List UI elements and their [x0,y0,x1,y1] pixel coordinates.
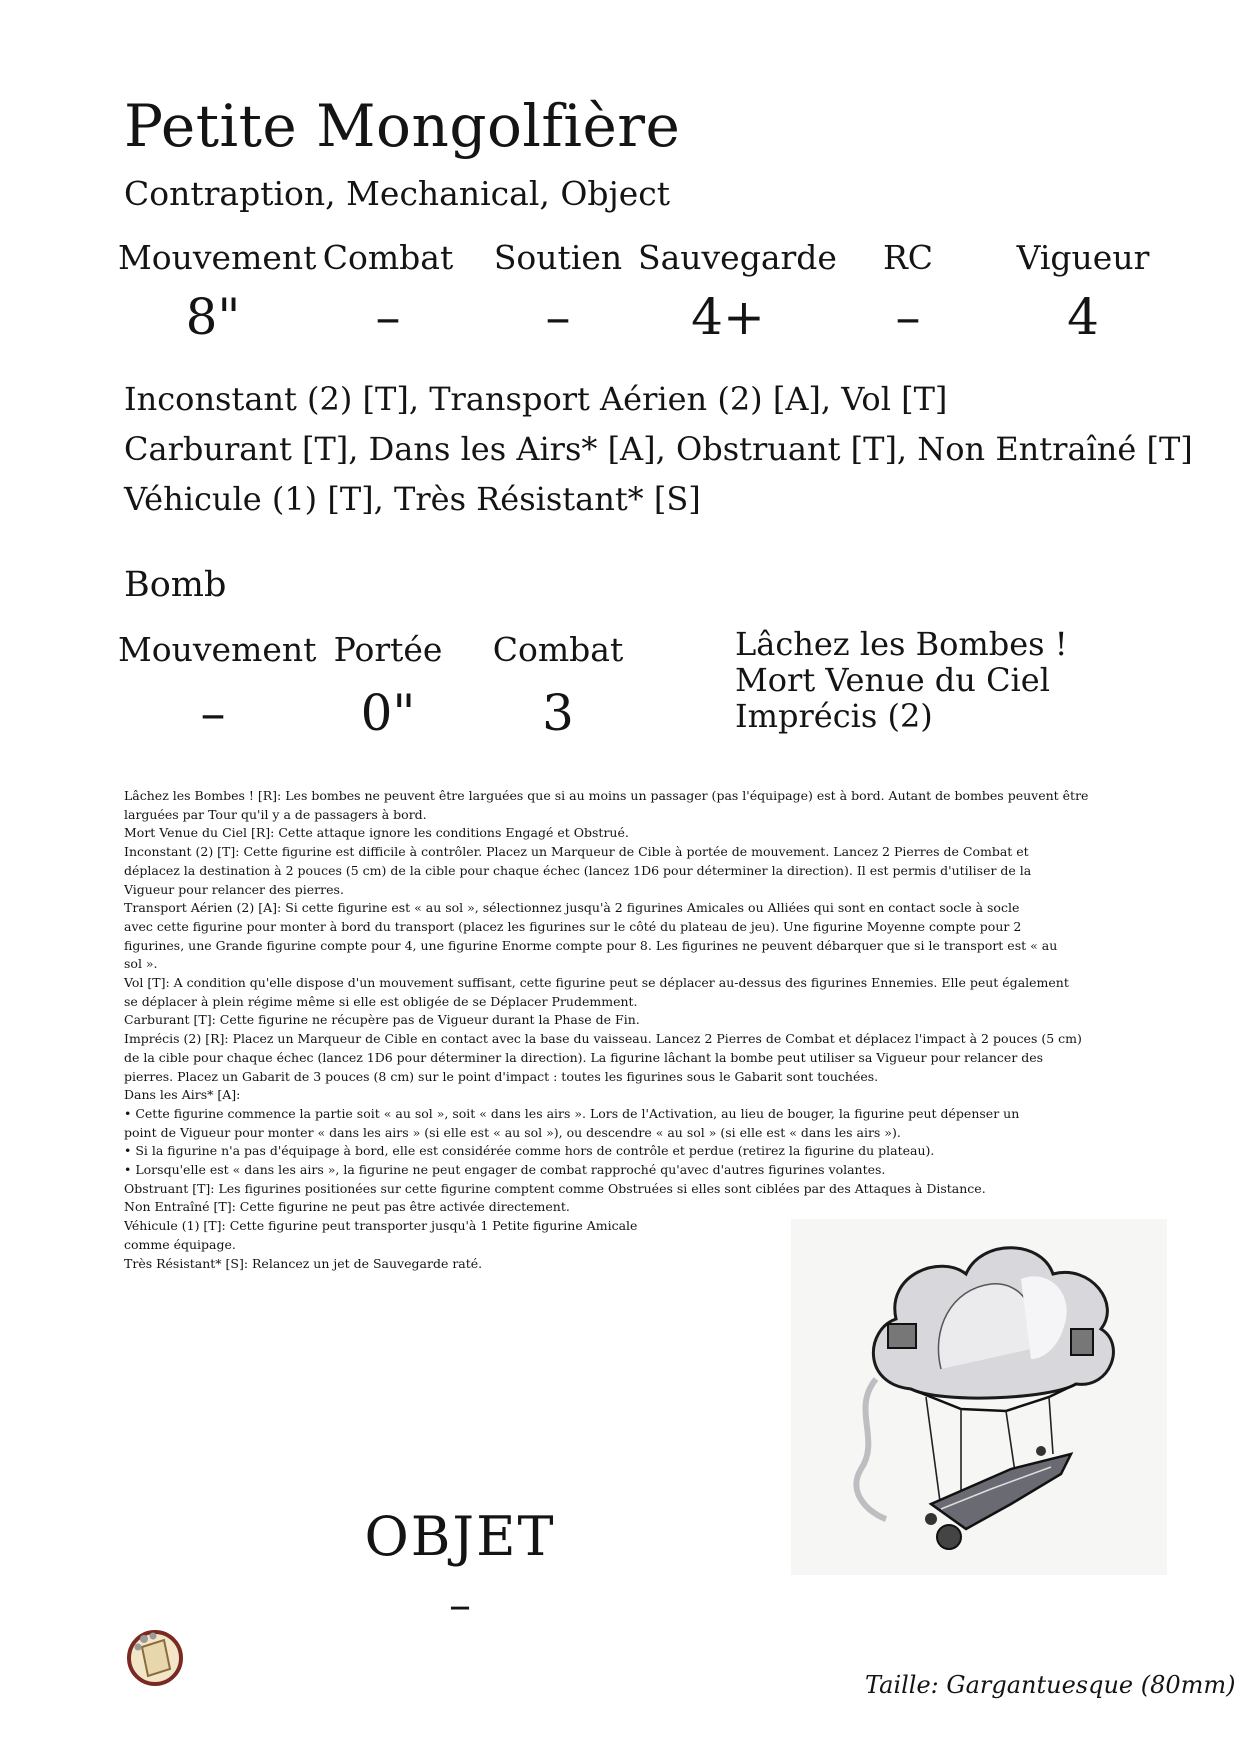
rules-line: comme équipage. [124,1236,236,1252]
stat-value-vigueur: 4 [1067,288,1099,346]
rules-line: pierres. Placez un Gabarit de 3 pouces (8 cm) sur le point d'impact : toutes les figurines sous le Gabarit sont touchées. [124,1068,879,1084]
traits-line: Inconstant (2) [T], Transport Aérien (2) [A], Vol [T] [124,380,948,418]
rules-text [124,787,1089,1273]
weapon-value-mouvement: – [200,684,226,742]
traits-line: Carburant [T], Dans les Airs* [A], Obstruant [T], Non Entraîné [T] [124,430,1193,468]
weapon-value-combat: 3 [542,684,574,742]
rules-line: Imprécis (2) [R]: Placez un Marqueur de Cible en contact avec la base du vaisseau. Lancez 2 Pierres de Combat et déplacez l'impact à 2 pouces (5 cm) [124,1031,1082,1047]
rules-line: Lâchez les Bombes ! [R]: Les bombes ne peuvent être larguées que si au moins un passager (pas l'équipage) est à bord. Autant de bombes peuvent être [124,788,1089,803]
rules-line: sol ». [124,956,158,972]
traits-block [124,374,1193,524]
balloon-illustration [791,1219,1167,1575]
rules-line: point de Vigueur pour monter « dans les airs » (si elle est « au sol »), ou descendre « au sol » (si elle est « dans les airs »). [124,1124,901,1140]
rules-line: Mort Venue du Ciel [R]: Cette attaque ignore les conditions Engagé et Obstrué. [124,825,629,841]
rules-line: Véhicule (1) [T]: Cette figurine peut transporter jusqu'à 1 Petite figurine Amicale [124,1218,638,1234]
weapon-label-portee: Portée [333,630,443,669]
weapon-name: Bomb [124,565,227,605]
stat-value-combat: – [375,288,401,346]
size-label: Taille: Gargantuesque (80mm) [865,1671,1236,1699]
objet-value: – [449,1580,471,1631]
rules-line: Inconstant (2) [T]: Cette figurine est difficile à contrôler. Placez un Marqueur de Cible à portée de mouvement. Lancez 2 Pierres de Combat et [124,844,1029,860]
rules-line: déplacez la destination à 2 pouces (5 cm) de la cible pour chaque échec (lancez 1D6 pour déterminer la direction). Il est permis d'utiliser de la [124,862,1032,878]
weapon-keyword: Imprécis (2) [735,697,933,735]
card-types: Contraption, Mechanical, Object [124,174,671,213]
stat-value-sauvegarde: 4+ [691,288,765,346]
faction-logo-icon [124,1625,186,1687]
rules-line: • Si la figurine n'a pas d'équipage à bord, elle est considérée comme hors de contrôle et perdue (retirez la figurine du plateau). [124,1143,935,1159]
rules-line: • Cette figurine commence la partie soit « au sol », soit « dans les airs ». Lors de l'Activation, au lieu de bouger, la figurine peut dépenser un [124,1105,1020,1121]
stat-label-vigueur: Vigueur [1016,238,1150,277]
stat-value-rc: – [895,288,921,346]
rules-line: Non Entraîné [T]: Cette figurine ne peut pas être activée directement. [124,1199,570,1215]
weapon-value-portee: 0" [360,684,416,742]
rules-line: Dans les Airs* [A]: [124,1087,241,1103]
stat-label-combat: Combat [322,238,454,277]
rules-line: Transport Aérien (2) [A]: Si cette figurine est « au sol », sélectionnez jusqu'à 2 figurines Amicales ou Alliées qui sont en contact socle à socle [124,900,1020,916]
stat-label-rc: RC [882,238,934,277]
rules-line: avec cette figurine pour monter à bord du transport (placez les figurines sur le côté du plateau de jeu). Une figurine Moyenne compte pour 2 [124,918,1022,934]
weapon-keyword: Lâchez les Bombes ! [735,625,1068,663]
rules-line: Vigueur pour relancer des pierres. [124,881,344,897]
rules-line: se déplacer à plein régime même si elle est obligée de se Déplacer Prudemment. [124,993,638,1009]
rules-line: figurines, une Grande figurine compte pour 4, une figurine Enorme compte pour 8. Les figurines ne peuvent débarquer que si le transport est « au [124,937,1058,953]
rules-line: Vol [T]: A condition qu'elle dispose d'un mouvement suffisant, cette figurine peut se déplacer au-dessus des figurines Ennemies. Elle peut également [124,975,1069,991]
rules-line: Obstruant [T]: Les figurines positionées sur cette figurine comptent comme Obstruées si elles sont ciblées par des Attaques à Distance. [124,1180,986,1196]
weapon-label-mouvement: Mouvement [118,630,317,669]
rules-line: Très Résistant* [S]: Relancez un jet de Sauvegarde raté. [124,1255,483,1271]
weapon-keywords [735,626,1068,734]
stat-value-soutien: – [545,288,571,346]
rules-line: larguées par Tour qu'il y a de passagers à bord. [124,806,427,822]
stat-label-soutien: Soutien [493,238,623,277]
card-title: Petite Mongolfière [124,92,681,160]
rules-line: Carburant [T]: Cette figurine ne récupère pas de Vigueur durant la Phase de Fin. [124,1012,640,1028]
stat-label-mouvement: Mouvement [118,238,317,277]
rules-line: • Lorsqu'elle est « dans les airs », la figurine ne peut engager de combat rapproché qu'avec d'autres figurines volantes. [124,1162,886,1178]
stat-value-mouvement: 8" [185,288,241,346]
traits-line: Véhicule (1) [T], Très Résistant* [S] [124,480,701,518]
balloon-sketch-icon [791,1219,1167,1575]
weapon-label-combat: Combat [492,630,624,669]
weapon-keyword: Mort Venue du Ciel [735,661,1050,699]
stat-label-sauvegarde: Sauvegarde [638,238,837,277]
rules-line: de la cible pour chaque échec (lancez 1D6 pour déterminer la direction). La figurine lâchant la bombe peut utiliser sa Vigueur pour relancer des [124,1049,1044,1065]
objet-label: OBJET [364,1505,556,1568]
